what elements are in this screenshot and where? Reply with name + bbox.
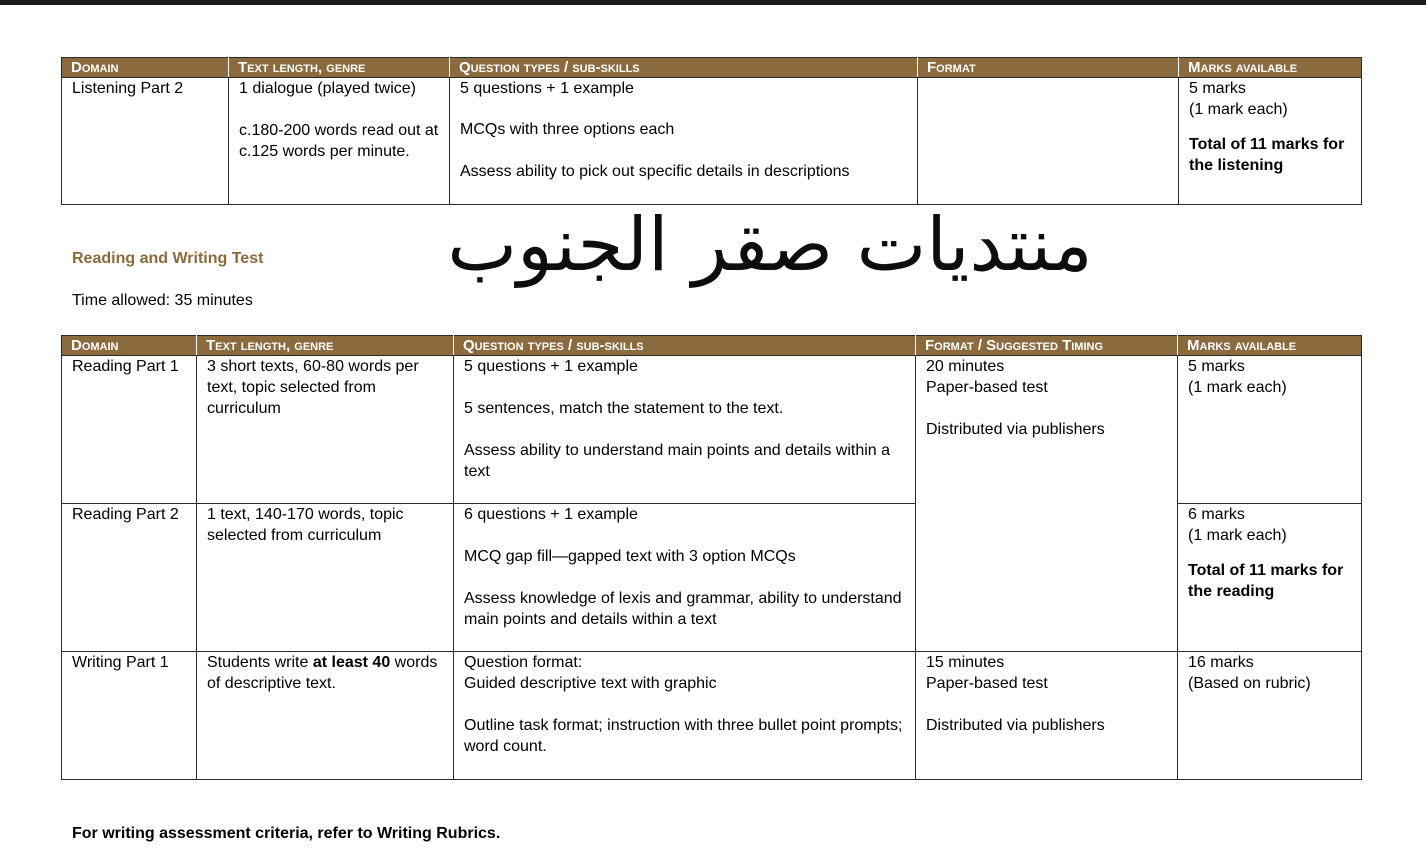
question-types-cell: 5 questions + 1 example 5 sentences, match the statement to the text. Assess ability to understand main points and details within a text [454, 356, 916, 504]
format-cell [918, 78, 1179, 205]
header-format: Format [918, 58, 1179, 78]
header-text-length: Text length, genre [197, 336, 454, 356]
header-marks: Marks available [1178, 336, 1362, 356]
marks-cell: 16 marks (Based on rubric) [1178, 652, 1362, 780]
table-row [62, 78, 1362, 205]
listening-spec-table [61, 57, 1362, 205]
marks-cell: 5 marks (1 mark each) [1178, 356, 1362, 504]
format-cell: 20 minutes Paper-based test Distributed via publishers [916, 356, 1178, 652]
domain-cell: Reading Part 2 [62, 504, 197, 652]
table-row [62, 356, 1362, 504]
text-length-cell: 1 text, 140-170 words, topic selected from curriculum [197, 504, 454, 652]
header-domain: Domain [62, 336, 197, 356]
header-format-timing: Format / Suggested Timing [916, 336, 1178, 356]
domain-cell: Reading Part 1 [62, 356, 197, 504]
table-row [62, 652, 1362, 780]
marks-cell: 6 marks (1 mark each) Total of 11 marks for the reading [1178, 504, 1362, 652]
domain-cell: Writing Part 1 [62, 652, 197, 780]
question-types-cell: 6 questions + 1 example MCQ gap fill—gapped text with 3 option MCQs Assess knowledge of lexis and grammar, ability to understand main points and details within a text [454, 504, 916, 652]
watermark-text: منتديات صقر الجنوب [447, 202, 1093, 288]
text-length-cell: 3 short texts, 60-80 words per text, topic selected from curriculum [197, 356, 454, 504]
table-header-row [62, 58, 1362, 78]
question-types-cell: 5 questions + 1 example MCQs with three options each Assess ability to pick out specific details in descriptions [450, 78, 918, 205]
marks-cell: 5 marks (1 mark each) Total of 11 marks for the listening [1179, 78, 1362, 205]
section-heading: Reading and Writing Test [72, 250, 264, 267]
top-dark-bar [0, 0, 1426, 5]
reading-writing-spec-table [61, 335, 1362, 780]
text-length-cell: Students write at least 40 words of descriptive text. [197, 652, 454, 780]
question-types-cell: Question format: Guided descriptive text with graphic Outline task format; instruction with three bullet point prompts; word count. [454, 652, 916, 780]
header-marks: Marks available [1179, 58, 1362, 78]
domain-cell: Listening Part 2 [62, 78, 229, 205]
header-text-length: Text length, genre [229, 58, 450, 78]
header-domain: Domain [62, 58, 229, 78]
time-allowed: Time allowed: 35 minutes [72, 292, 253, 309]
header-question-types: Question types / sub-skills [454, 336, 916, 356]
text-length-cell: 1 dialogue (played twice) c.180-200 words read out at c.125 words per minute. [229, 78, 450, 205]
table-header-row [62, 336, 1362, 356]
footer-note: For writing assessment criteria, refer to Writing Rubrics. [72, 825, 501, 842]
header-question-types: Question types / sub-skills [450, 58, 918, 78]
format-cell: 15 minutes Paper-based test Distributed via publishers [916, 652, 1178, 780]
